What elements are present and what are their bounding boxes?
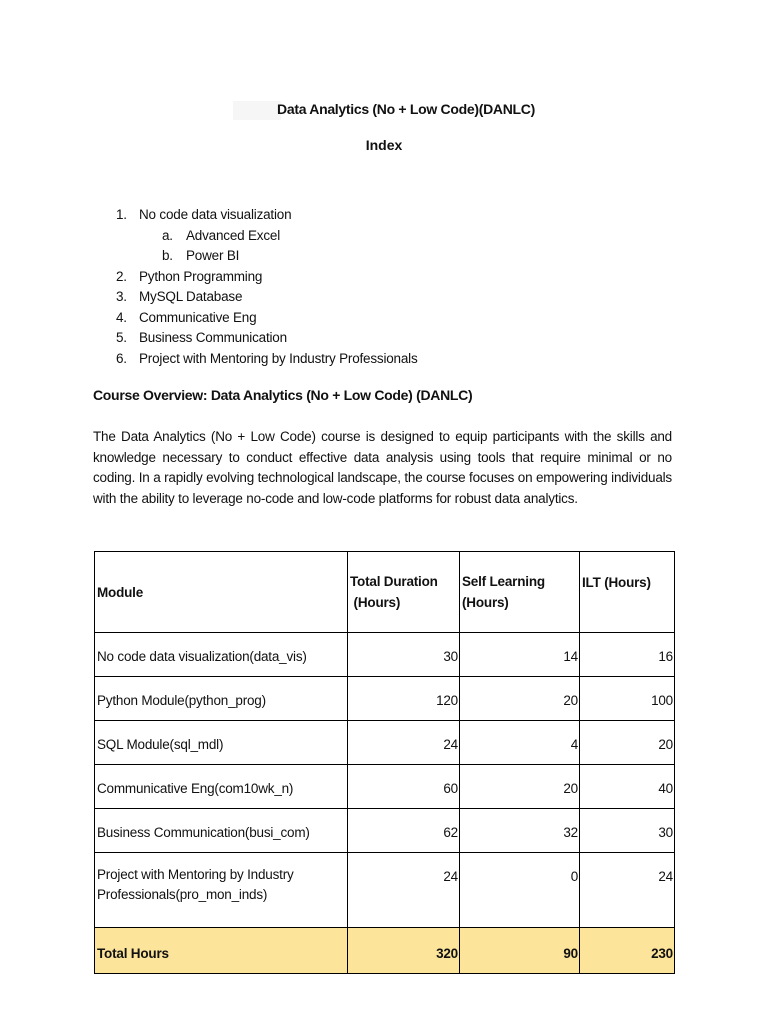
cell-ilt: 16 bbox=[580, 633, 675, 677]
header-module: Module bbox=[95, 552, 348, 633]
cell-ilt: 24 bbox=[580, 853, 675, 928]
cell-ilt: 30 bbox=[580, 809, 675, 853]
cell-total: 62 bbox=[348, 809, 460, 853]
table-row bbox=[95, 633, 675, 677]
cell-self: 20 bbox=[460, 765, 580, 809]
index-item: 2. Python Programming bbox=[116, 268, 263, 284]
header-total-duration: Total Duration (Hours) bbox=[348, 552, 460, 633]
cell-self: 20 bbox=[460, 677, 580, 721]
cell-self: 0 bbox=[460, 853, 580, 928]
table-row bbox=[95, 721, 675, 765]
cell-total: 120 bbox=[348, 677, 460, 721]
total-ilt-sum: 230 bbox=[580, 928, 675, 974]
table-row bbox=[95, 677, 675, 721]
index-item: 1. No code data visualization bbox=[116, 207, 292, 222]
header-self-learning: Self Learning (Hours) bbox=[460, 552, 580, 633]
cell-ilt: 100 bbox=[580, 677, 675, 721]
header-ilt: ILT (Hours) bbox=[580, 552, 675, 633]
cell-module: Project with Mentoring by Industry Professionals(pro_mon_inds) bbox=[95, 853, 348, 928]
index-heading: Index bbox=[365, 137, 403, 153]
total-duration-sum: 320 bbox=[348, 928, 460, 974]
cell-total: 24 bbox=[348, 721, 460, 765]
table-row bbox=[95, 809, 675, 853]
cell-module: SQL Module(sql_mdl) bbox=[95, 721, 348, 765]
cell-module: No code data visualization(data_vis) bbox=[95, 633, 348, 677]
index-subitem: a. Advanced Excel bbox=[162, 227, 281, 243]
overview-heading: Course Overview: Data Analytics (No + Low Code) (DANLC) bbox=[93, 387, 473, 403]
cell-total: 30 bbox=[348, 633, 460, 677]
cell-total: 24 bbox=[348, 853, 460, 928]
table-header-row bbox=[95, 552, 675, 633]
index-item: 6. Project with Mentoring by Industry Professionals bbox=[116, 350, 418, 366]
index-item: 4. Communicative Eng bbox=[116, 309, 257, 325]
total-row bbox=[95, 928, 675, 974]
cell-ilt: 40 bbox=[580, 765, 675, 809]
cell-self: 4 bbox=[460, 721, 580, 765]
index-subitem: b. Power BI bbox=[162, 248, 240, 263]
total-self-sum: 90 bbox=[460, 928, 580, 974]
cell-ilt: 20 bbox=[580, 721, 675, 765]
cell-module: Communicative Eng(com10wk_n) bbox=[95, 765, 348, 809]
index-item: 3. MySQL Database bbox=[116, 289, 243, 304]
cell-self: 14 bbox=[460, 633, 580, 677]
index-list bbox=[116, 205, 418, 369]
document-title: Data Analytics (No + Low Code)(DANLC) bbox=[277, 101, 535, 117]
cell-total: 60 bbox=[348, 765, 460, 809]
cell-module: Python Module(python_prog) bbox=[95, 677, 348, 721]
table-row bbox=[95, 765, 675, 809]
table-row bbox=[95, 853, 675, 928]
overview-paragraph: The Data Analytics (No + Low Code) course is designed to equip participants with the skills and knowledge necessary to conduct effective data analysis using tools that require minimal or no coding. In a rapidly evolving technological landscape, the course focuses on empowering individuals with the ability to leverage no-code and low-code platforms for robust data analytics. bbox=[93, 429, 672, 506]
cell-self: 32 bbox=[460, 809, 580, 853]
total-label: Total Hours bbox=[95, 928, 348, 974]
index-item: 5. Business Communication bbox=[116, 330, 287, 345]
module-hours-table bbox=[94, 551, 675, 974]
cell-module: Business Communication(busi_com) bbox=[95, 809, 348, 853]
